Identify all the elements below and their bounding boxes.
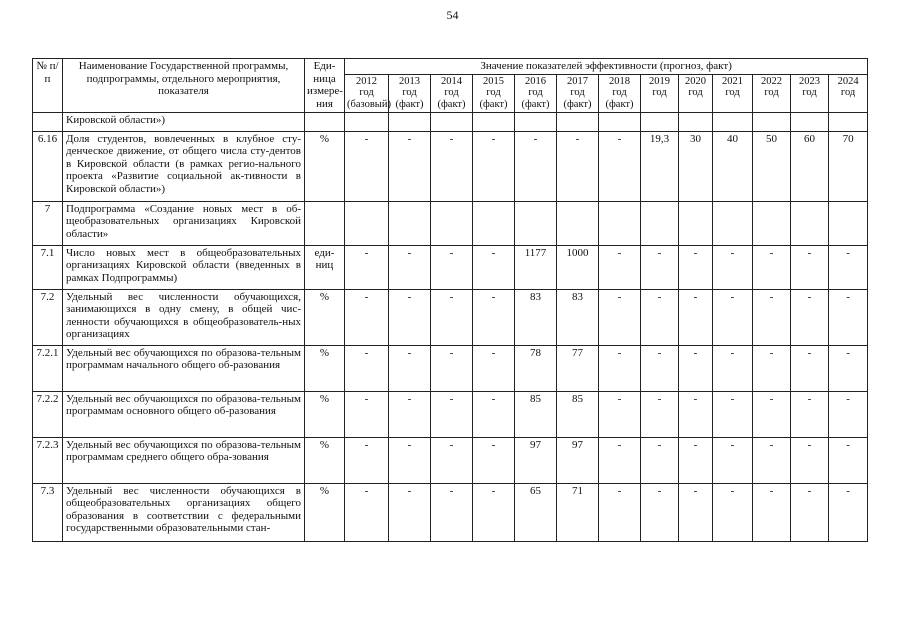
row-value-2016: 97 (515, 437, 557, 483)
header-year-note: год (факт) (479, 87, 508, 110)
row-value-2024: - (829, 437, 868, 483)
header-year-note: год (факт) (521, 87, 550, 110)
table-row (33, 112, 868, 131)
row-value-2017: 1000 (557, 245, 599, 289)
header-name: Наименование Государственной программы, подпрограммы, отдельного мероприятия, показателя (63, 59, 305, 113)
row-unit: % (305, 437, 345, 483)
row-value-2014: - (431, 245, 473, 289)
table-row (33, 245, 868, 289)
row-value-2013: - (389, 245, 431, 289)
row-value-2018: - (599, 437, 641, 483)
row-value-2018: - (599, 289, 641, 345)
header-year-value: 2018 (609, 75, 630, 87)
row-value-2013: - (389, 289, 431, 345)
row-value-2012: - (345, 345, 389, 391)
row-number: 7.2.1 (33, 345, 63, 391)
row-value-2017: - (557, 131, 599, 201)
row-value-2020: 30 (679, 131, 713, 201)
row-number: 7 (33, 201, 63, 245)
header-year-2021 (713, 74, 753, 112)
header-year-2018 (599, 74, 641, 112)
header-year-value: 2017 (567, 75, 588, 87)
table-row (33, 289, 868, 345)
header-num: № п/п (33, 59, 63, 113)
indicators-table (32, 58, 868, 542)
row-value-2012: - (345, 391, 389, 437)
row-value-2014 (431, 201, 473, 245)
row-value-2020: - (679, 483, 713, 541)
row-value-2017 (557, 112, 599, 131)
row-number: 7.2 (33, 289, 63, 345)
header-year-value: 2019 (649, 75, 670, 87)
row-value-2024: - (829, 483, 868, 541)
row-value-2019: 19,3 (641, 131, 679, 201)
row-value-2015 (473, 112, 515, 131)
row-unit: еди-ниц (305, 245, 345, 289)
row-value-2017 (557, 201, 599, 245)
row-value-2021: - (713, 437, 753, 483)
row-value-2016: 65 (515, 483, 557, 541)
row-value-2020: - (679, 245, 713, 289)
header-year-value: 2021 (722, 75, 743, 87)
row-value-2021: 40 (713, 131, 753, 201)
row-value-2012: - (345, 131, 389, 201)
row-name: Удельный вес численности обучающихся в общеобразовательных организациях общего образования в соответствии с федеральными государственными образовательными стан- (63, 483, 305, 541)
row-value-2012: - (345, 245, 389, 289)
table-row (33, 437, 868, 483)
row-value-2024: - (829, 345, 868, 391)
row-value-2018: - (599, 483, 641, 541)
row-name: Удельный вес численности обучающихся, занимающихся в одну смену, в общей чис-ленности обучающихся в общеобразователь-ных организациях (63, 289, 305, 345)
row-name: Удельный вес обучающихся по образова-тельным программам начального общего об-разования (63, 345, 305, 391)
header-year-note: год (802, 87, 817, 99)
row-value-2017: 85 (557, 391, 599, 437)
header-year-2024 (829, 74, 868, 112)
row-value-2018 (599, 201, 641, 245)
header-year-note: год (факт) (395, 87, 424, 110)
row-value-2015 (473, 201, 515, 245)
row-name: Кировской области») (63, 112, 305, 131)
header-year-value: 2014 (441, 75, 462, 87)
header-year-note: год (факт) (563, 87, 592, 110)
header-year-note: год (базовый) (347, 87, 391, 110)
header-year-value: 2020 (685, 75, 706, 87)
row-value-2024: - (829, 391, 868, 437)
row-value-2020: - (679, 437, 713, 483)
row-value-2013: - (389, 345, 431, 391)
row-value-2024 (829, 201, 868, 245)
row-value-2021: - (713, 483, 753, 541)
row-value-2018: - (599, 391, 641, 437)
row-value-2013: - (389, 437, 431, 483)
header-year-note: год (725, 87, 740, 99)
row-name: Доля студентов, вовлеченных в клубное сту-денческое движение, от общего числа сту-дентов в Кировской области (в рамках регио-нального проекта «Развитие социальной ак-тивности в Кировской области») (63, 131, 305, 201)
row-value-2021: - (713, 245, 753, 289)
row-value-2013 (389, 112, 431, 131)
row-value-2020: - (679, 289, 713, 345)
row-value-2012 (345, 201, 389, 245)
row-value-2022: - (753, 437, 791, 483)
header-year-2023 (791, 74, 829, 112)
row-value-2013: - (389, 131, 431, 201)
header-year-2014 (431, 74, 473, 112)
row-value-2018 (599, 112, 641, 131)
row-value-2024 (829, 112, 868, 131)
row-value-2015: - (473, 131, 515, 201)
header-year-note: год (652, 87, 667, 99)
row-unit: % (305, 483, 345, 541)
row-value-2012: - (345, 289, 389, 345)
row-value-2015: - (473, 289, 515, 345)
row-value-2019: - (641, 245, 679, 289)
row-value-2014 (431, 112, 473, 131)
row-number: 7.2.3 (33, 437, 63, 483)
row-value-2022 (753, 112, 791, 131)
header-year-value: 2016 (525, 75, 546, 87)
row-value-2016: 85 (515, 391, 557, 437)
row-value-2016 (515, 112, 557, 131)
row-value-2024: - (829, 289, 868, 345)
row-value-2013 (389, 201, 431, 245)
row-value-2022: - (753, 345, 791, 391)
row-value-2021: - (713, 289, 753, 345)
row-number: 7.1 (33, 245, 63, 289)
row-value-2021 (713, 201, 753, 245)
header-year-value: 2012 (356, 75, 377, 87)
table-body (33, 112, 868, 541)
header-year-note: год (764, 87, 779, 99)
row-value-2020 (679, 112, 713, 131)
row-value-2023: - (791, 483, 829, 541)
row-value-2014: - (431, 391, 473, 437)
header-year-value: 2023 (799, 75, 820, 87)
header-unit: Еди-ница измере-ния (305, 59, 345, 113)
row-value-2019: - (641, 483, 679, 541)
row-value-2020 (679, 201, 713, 245)
header-year-value: 2022 (761, 75, 782, 87)
row-value-2022 (753, 201, 791, 245)
row-value-2023: 60 (791, 131, 829, 201)
header-year-2022 (753, 74, 791, 112)
row-value-2021 (713, 112, 753, 131)
table-row (33, 201, 868, 245)
table-row (33, 345, 868, 391)
header-year-2015 (473, 74, 515, 112)
header-year-value: 2015 (483, 75, 504, 87)
header-year-value: 2024 (837, 75, 859, 87)
row-value-2022: - (753, 289, 791, 345)
row-value-2015: - (473, 391, 515, 437)
row-value-2018: - (599, 245, 641, 289)
row-number: 6.16 (33, 131, 63, 201)
table-header (33, 59, 868, 113)
row-value-2016: 78 (515, 345, 557, 391)
row-unit: % (305, 289, 345, 345)
header-year-2012 (345, 74, 389, 112)
row-value-2019 (641, 201, 679, 245)
row-value-2015: - (473, 345, 515, 391)
row-value-2020: - (679, 345, 713, 391)
row-value-2015: - (473, 245, 515, 289)
row-unit: % (305, 391, 345, 437)
row-value-2017: 71 (557, 483, 599, 541)
row-value-2023: - (791, 345, 829, 391)
row-value-2017: 97 (557, 437, 599, 483)
row-value-2018: - (599, 345, 641, 391)
table-row (33, 483, 868, 541)
row-value-2012 (345, 112, 389, 131)
row-value-2012: - (345, 483, 389, 541)
row-name: Число новых мест в общеобразовательных организациях Кировской области (введенных в рамках Подпрограммы) (63, 245, 305, 289)
row-value-2014: - (431, 131, 473, 201)
header-year-2020 (679, 74, 713, 112)
header-year-2019 (641, 74, 679, 112)
row-value-2016: 1177 (515, 245, 557, 289)
row-value-2014: - (431, 437, 473, 483)
row-name: Удельный вес обучающихся по образова-тельным программам среднего общего обра-зования (63, 437, 305, 483)
header-row-1 (33, 59, 868, 75)
page-number: 54 (446, 8, 459, 22)
row-value-2023: - (791, 437, 829, 483)
row-value-2015: - (473, 483, 515, 541)
row-value-2024: - (829, 245, 868, 289)
row-value-2017: 83 (557, 289, 599, 345)
row-number: 7.3 (33, 483, 63, 541)
header-year-note: год (688, 87, 703, 99)
header-year-2013 (389, 74, 431, 112)
row-value-2022: 50 (753, 131, 791, 201)
row-value-2023 (791, 201, 829, 245)
row-unit: % (305, 131, 345, 201)
row-value-2019: - (641, 289, 679, 345)
row-number: 7.2.2 (33, 391, 63, 437)
row-name: Подпрограмма «Создание новых мест в об-щеобразовательных организациях Кировской области» (63, 201, 305, 245)
row-name: Удельный вес обучающихся по образова-тельным программам основного общего об-разования (63, 391, 305, 437)
table-row (33, 391, 868, 437)
row-value-2019: - (641, 437, 679, 483)
row-value-2019: - (641, 391, 679, 437)
row-value-2022: - (753, 483, 791, 541)
header-year-2017 (557, 74, 599, 112)
row-value-2023 (791, 112, 829, 131)
header-year-note: год (факт) (437, 87, 466, 110)
row-value-2023: - (791, 289, 829, 345)
row-value-2022: - (753, 391, 791, 437)
row-value-2015: - (473, 437, 515, 483)
row-value-2023: - (791, 245, 829, 289)
header-year-2016 (515, 74, 557, 112)
row-unit (305, 201, 345, 245)
row-value-2012: - (345, 437, 389, 483)
row-value-2023: - (791, 391, 829, 437)
row-value-2021: - (713, 345, 753, 391)
header-group-title: Значение показателей эффективности (прогноз, факт) (345, 59, 868, 75)
row-value-2017: 77 (557, 345, 599, 391)
row-value-2019 (641, 112, 679, 131)
row-value-2014: - (431, 483, 473, 541)
row-value-2016 (515, 201, 557, 245)
row-value-2021: - (713, 391, 753, 437)
header-year-note: год (840, 87, 856, 99)
row-value-2013: - (389, 391, 431, 437)
row-value-2016: - (515, 131, 557, 201)
row-value-2014: - (431, 289, 473, 345)
row-value-2020: - (679, 391, 713, 437)
row-value-2016: 83 (515, 289, 557, 345)
row-value-2013: - (389, 483, 431, 541)
row-value-2022: - (753, 245, 791, 289)
row-value-2018: - (599, 131, 641, 201)
row-value-2019: - (641, 345, 679, 391)
header-year-value: 2013 (399, 75, 420, 87)
table-row (33, 131, 868, 201)
row-unit (305, 112, 345, 131)
row-value-2014: - (431, 345, 473, 391)
row-number (33, 112, 63, 131)
header-year-note: год (факт) (605, 87, 634, 110)
row-unit: % (305, 345, 345, 391)
row-value-2024: 70 (829, 131, 868, 201)
